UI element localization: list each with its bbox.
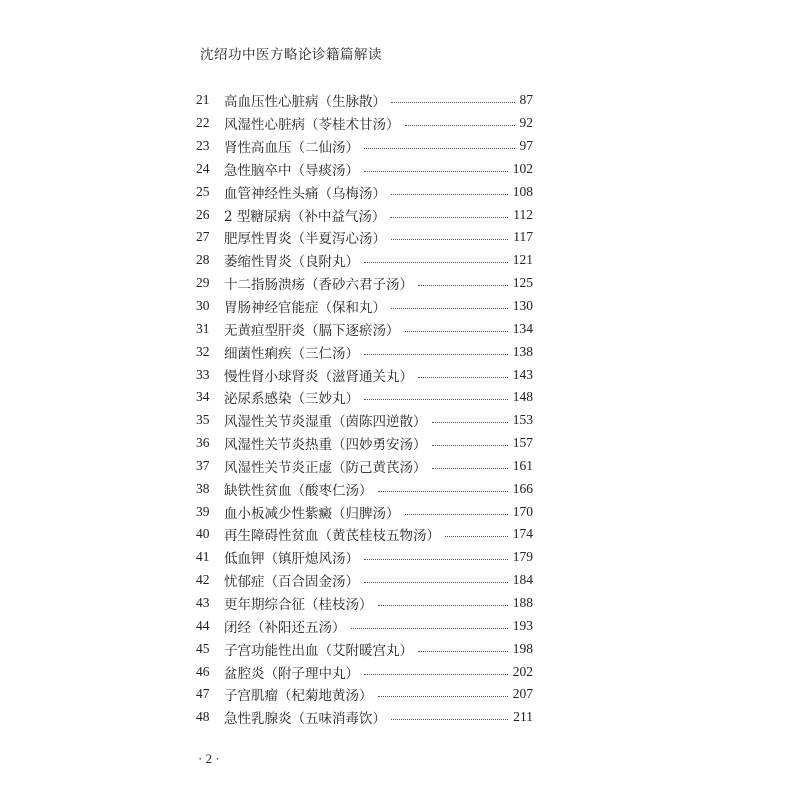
toc-entry-number: 41 — [196, 549, 210, 565]
page-number: · 2 · — [198, 751, 220, 766]
toc-entry-page: 92 — [519, 115, 533, 131]
toc-leader-dots — [391, 307, 508, 309]
toc-entry — [196, 409, 533, 432]
toc-leader-dots — [364, 673, 508, 675]
toc-entry — [196, 158, 533, 181]
toc-entry — [196, 500, 533, 523]
toc-entry-title: 萎缩性胃炎（良附丸） — [224, 254, 359, 271]
toc-entry-title: 急性脑卒中（导痰汤） — [224, 162, 359, 179]
toc-entry-number: 27 — [196, 229, 210, 245]
toc-entry-number: 24 — [196, 160, 210, 176]
toc-entry-page: 179 — [512, 549, 533, 565]
toc-entry-title: 慢性肾小球肾炎（滋肾通关丸） — [224, 368, 413, 385]
toc-entry-title: 血管神经性头痛（乌梅汤） — [224, 185, 386, 202]
toc-entry-title: 低血钾（镇肝熄风汤） — [224, 551, 359, 568]
toc-leader-dots — [391, 101, 515, 103]
toc-leader-dots — [405, 330, 508, 332]
toc-entry — [196, 112, 533, 135]
toc-entry — [196, 546, 533, 569]
toc-entry — [196, 592, 533, 615]
table-of-contents — [196, 89, 533, 729]
toc-leader-dots — [378, 604, 508, 606]
toc-entry-number: 23 — [196, 138, 210, 154]
toc-entry — [196, 706, 533, 729]
toc-entry-page: 148 — [512, 389, 533, 405]
toc-leader-dots — [391, 238, 508, 240]
toc-entry-page: 112 — [513, 206, 533, 222]
toc-entry — [196, 477, 533, 500]
toc-entry-page: 184 — [512, 572, 533, 588]
toc-leader-dots — [364, 398, 508, 400]
toc-entry-page: 130 — [512, 298, 533, 314]
toc-entry — [196, 226, 533, 249]
toc-entry-number: 31 — [196, 320, 210, 336]
toc-leader-dots — [364, 558, 508, 560]
toc-entry — [196, 363, 533, 386]
toc-entry-page: 117 — [513, 229, 533, 245]
toc-leader-dots — [405, 513, 508, 515]
toc-entry — [196, 317, 533, 340]
toc-leader-dots — [432, 444, 508, 446]
toc-entry — [196, 455, 533, 478]
toc-entry-page: 97 — [519, 138, 533, 154]
toc-entry-number: 26 — [196, 206, 210, 222]
toc-entry-page: 143 — [512, 366, 533, 382]
toc-entry — [196, 523, 533, 546]
toc-entry-number: 40 — [196, 526, 210, 542]
toc-entry-number: 22 — [196, 115, 210, 131]
toc-entry-number: 32 — [196, 343, 210, 359]
toc-entry-title: 高血压性心脏病（生脉散） — [224, 94, 386, 111]
toc-leader-dots — [364, 261, 508, 263]
toc-entry — [196, 614, 533, 637]
toc-entry — [196, 295, 533, 318]
toc-leader-dots — [418, 284, 508, 286]
toc-entry-number: 37 — [196, 457, 210, 473]
toc-entry — [196, 637, 533, 660]
toc-entry-number: 44 — [196, 617, 210, 633]
toc-entry — [196, 683, 533, 706]
toc-entry-page: 188 — [512, 594, 533, 610]
toc-entry-number: 47 — [196, 686, 210, 702]
toc-entry-page: 102 — [512, 160, 533, 176]
toc-entry-page: 134 — [512, 320, 533, 336]
toc-entry-number: 30 — [196, 298, 210, 314]
toc-entry-title: 缺铁性贫血（酸枣仁汤） — [224, 482, 373, 499]
toc-entry-page: 166 — [512, 480, 533, 496]
toc-entry-title: 子宫肌瘤（杞菊地黄汤） — [224, 688, 373, 705]
toc-leader-dots — [364, 581, 508, 583]
toc-leader-dots — [418, 376, 508, 378]
toc-entry-page: 153 — [512, 412, 533, 428]
toc-entry-number: 39 — [196, 503, 210, 519]
toc-entry-number: 48 — [196, 709, 210, 725]
toc-entry-page: 202 — [512, 663, 533, 679]
toc-entry-number: 21 — [196, 92, 210, 108]
toc-entry-page: 161 — [512, 457, 533, 473]
toc-entry-number: 35 — [196, 412, 210, 428]
toc-entry-title: 风湿性心脏病（苓桂术甘汤） — [224, 117, 400, 134]
toc-entry — [196, 89, 533, 112]
toc-entry-page: 211 — [513, 709, 533, 725]
toc-entry-title: 2 型糖尿病（补中益气汤） — [224, 208, 386, 225]
toc-leader-dots — [364, 353, 508, 355]
toc-entry-number: 34 — [196, 389, 210, 405]
toc-entry — [196, 203, 533, 226]
toc-leader-dots — [390, 216, 508, 218]
toc-entry — [196, 135, 533, 158]
toc-entry-title: 无黄疸型肝炎（膈下逐瘀汤） — [224, 322, 400, 339]
toc-leader-dots — [364, 147, 515, 149]
toc-entry-page: 157 — [512, 435, 533, 451]
toc-entry — [196, 340, 533, 363]
toc-entry-number: 28 — [196, 252, 210, 268]
toc-entry-page: 138 — [512, 343, 533, 359]
toc-entry-page: 174 — [512, 526, 533, 542]
toc-entry-title: 细菌性痢疾（三仁汤） — [224, 345, 359, 362]
toc-entry-title: 更年期综合征（桂枝汤） — [224, 596, 373, 613]
toc-entry-title: 再生障碍性贫血（黄芪桂枝五物汤） — [224, 528, 440, 545]
toc-entry-title: 忧郁症（百合固金汤） — [224, 574, 359, 591]
toc-entry-title: 盆腔炎（附子理中丸） — [224, 665, 359, 682]
toc-entry-title: 风湿性关节炎湿重（茵陈四逆散） — [224, 414, 427, 431]
toc-entry-title: 急性乳腺炎（五味消毒饮） — [224, 711, 386, 728]
toc-leader-dots — [432, 467, 508, 469]
toc-entry-number: 33 — [196, 366, 210, 382]
toc-entry — [196, 180, 533, 203]
toc-leader-dots — [432, 421, 508, 423]
toc-entry-title: 风湿性关节炎热重（四妙勇安汤） — [224, 437, 427, 454]
toc-leader-dots — [378, 695, 508, 697]
toc-entry-number: 46 — [196, 663, 210, 679]
toc-entry — [196, 569, 533, 592]
toc-entry-number: 36 — [196, 435, 210, 451]
toc-leader-dots — [391, 718, 508, 720]
toc-entry-title: 风湿性关节炎正虚（防己黄芪汤） — [224, 459, 427, 476]
toc-entry-title: 血小板减少性紫癜（归脾汤） — [224, 505, 400, 522]
toc-entry-title: 闭经（补阳还五汤） — [224, 619, 346, 636]
toc-entry-page: 207 — [512, 686, 533, 702]
toc-entry-number: 25 — [196, 183, 210, 199]
toc-entry-number: 29 — [196, 275, 210, 291]
toc-entry — [196, 386, 533, 409]
toc-leader-dots — [351, 627, 508, 629]
toc-entry-page: 198 — [512, 640, 533, 656]
toc-leader-dots — [378, 490, 508, 492]
toc-entry-title: 子宫功能性出血（艾附暖宫丸） — [224, 642, 413, 659]
toc-leader-dots — [391, 193, 508, 195]
toc-entry-page: 193 — [512, 617, 533, 633]
toc-entry-title: 肥厚性胃炎（半夏泻心汤） — [224, 231, 386, 248]
running-header: 沈绍功中医方略论诊籍篇解读 — [200, 47, 382, 63]
toc-entry-page: 125 — [512, 275, 533, 291]
toc-entry — [196, 272, 533, 295]
toc-leader-dots — [445, 535, 508, 537]
toc-entry-page: 121 — [512, 252, 533, 268]
toc-entry-number: 45 — [196, 640, 210, 656]
toc-entry — [196, 432, 533, 455]
toc-leader-dots — [364, 170, 508, 172]
toc-entry-page: 108 — [512, 183, 533, 199]
toc-entry — [196, 249, 533, 272]
toc-entry — [196, 660, 533, 683]
toc-entry-number: 38 — [196, 480, 210, 496]
toc-entry-page: 170 — [512, 503, 533, 519]
toc-entry-title: 泌尿系感染（三妙丸） — [224, 391, 359, 408]
toc-entry-title: 肾性高血压（二仙汤） — [224, 140, 359, 157]
toc-entry-title: 十二指肠溃疡（香砂六君子汤） — [224, 277, 413, 294]
toc-entry-title: 胃肠神经官能症（保和丸） — [224, 300, 386, 317]
toc-entry-page: 87 — [519, 92, 533, 108]
toc-leader-dots — [405, 124, 515, 126]
toc-entry-number: 43 — [196, 594, 210, 610]
toc-entry-number: 42 — [196, 572, 210, 588]
toc-leader-dots — [418, 650, 508, 652]
